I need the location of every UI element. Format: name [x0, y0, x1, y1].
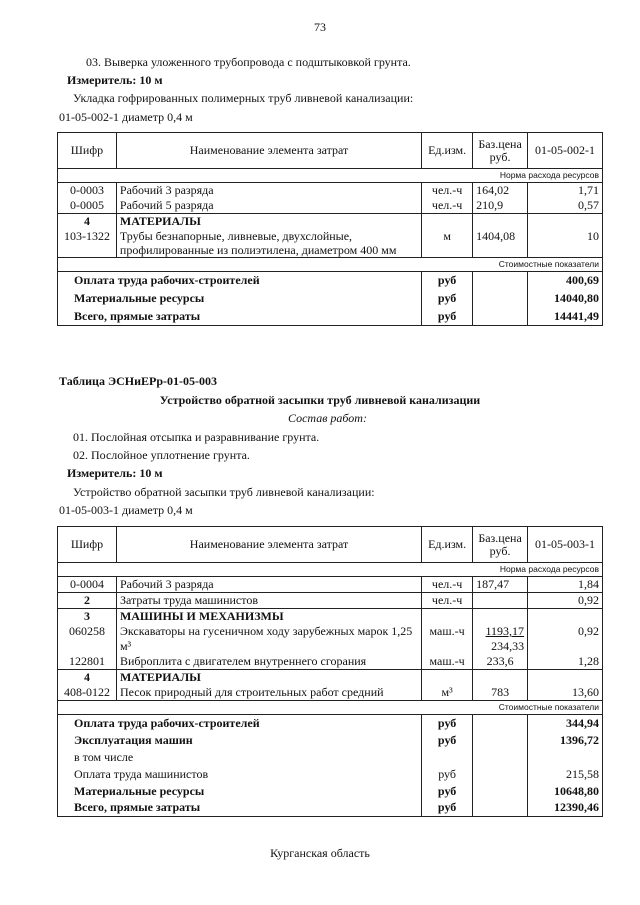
norm-table-1: [57, 132, 603, 326]
header-name: Наименование элемента затрат: [116, 527, 421, 563]
description: Укладка гофрированных полимерных труб ливневой канализации:: [73, 91, 414, 105]
norm-label: Норма расхода ресурсов: [58, 169, 603, 183]
table-row: 122801 Виброплита с двигателем внутреннего сгорания маш.-ч 233,6 1,28: [58, 654, 603, 670]
meter-label: Измеритель: 10 м: [67, 73, 163, 87]
table-row: 408-0122 Песок природный для строительных работ средний м³ 783 13,60: [58, 685, 603, 701]
total-row: Всего, прямые затраты руб 14441,49: [58, 308, 603, 326]
header-norm: 01-05-003-1: [528, 527, 603, 563]
header-price: Баз.цена руб.: [473, 527, 528, 563]
table-row: 0-0004 Рабочий 3 разряда чел.-ч 187,47 1,84: [58, 577, 603, 593]
total-row: Всего, прямые затраты руб 12390,46: [58, 800, 603, 817]
page-number: 73: [314, 20, 326, 34]
price-primary: 1193,17: [485, 624, 525, 638]
table-row: 103-1322 Трубы безнапорные, ливневые, двухслойные, профилированные из полиэтилена, диаметром 400 мм м 1404,08 10: [58, 229, 603, 258]
header-unit: Ед.изм.: [422, 527, 473, 563]
total-row: Оплата труда машинистов руб 215,58: [58, 766, 603, 783]
section-subtitle: Состав работ:: [288, 411, 367, 425]
table-row: 4 МАТЕРИАЛЫ: [58, 670, 603, 686]
total-row: Оплата труда рабочих-строителей руб 344,94: [58, 715, 603, 732]
total-row: Оплата труда рабочих-строителей руб 400,69: [58, 272, 603, 290]
table-row: 3 МАШИНЫ И МЕХАНИЗМЫ: [58, 609, 603, 625]
header-unit: Ед.изм.: [422, 133, 473, 169]
table-row: 4 МАТЕРИАЛЫ: [58, 214, 603, 230]
work-item: 01. Послойная отсыпка и разравнивание грунта.: [73, 430, 320, 444]
norm-label: Норма расхода ресурсов: [58, 563, 603, 577]
header-price: Баз.цена руб.: [473, 133, 528, 169]
meter-label: Измеритель: 10 м: [67, 466, 163, 480]
table-id: Таблица ЭСНиЕРр-01-05-003: [59, 374, 218, 388]
description: Устройство обратной засыпки труб ливневой канализации:: [73, 485, 375, 499]
table-row: 2 Затраты труда машинистов чел.-ч 0,92: [58, 593, 603, 609]
cost-label: Стоимостные показатели: [58, 701, 603, 715]
table-row: 060258 Экскаваторы на гусеничном ходу зарубежных марок 1,25 м³ маш.-ч 1193,17 234,33 0,92: [58, 624, 603, 654]
total-row: в том числе: [58, 749, 603, 766]
table-row: 0-0003 Рабочий 3 разряда чел.-ч 164,02 1,71: [58, 183, 603, 199]
work-item: 03. Выверка уложенного трубопровода с подштыковкой грунта.: [86, 55, 411, 69]
work-item: 02. Послойное уплотнение грунта.: [73, 448, 250, 462]
section-title: Устройство обратной засыпки труб ливневой канализации: [159, 393, 481, 407]
footer-region: Курганская область: [270, 846, 370, 860]
header-code: Шифр: [58, 527, 117, 563]
header-name: Наименование элемента затрат: [116, 133, 421, 169]
variant-label: 01-05-003-1 диаметр 0,4 м: [59, 503, 193, 517]
header-code: Шифр: [58, 133, 117, 169]
table-row: 0-0005 Рабочий 5 разряда чел.-ч 210,9 0,57: [58, 198, 603, 214]
price-secondary: 234,33: [491, 639, 525, 653]
total-row: Эксплуатация машин руб 1396,72: [58, 732, 603, 749]
variant-label: 01-05-002-1 диаметр 0,4 м: [59, 110, 193, 124]
cost-label: Стоимостные показатели: [58, 258, 603, 272]
total-row: Материальные ресурсы руб 10648,80: [58, 783, 603, 800]
header-norm: 01-05-002-1: [528, 133, 603, 169]
norm-table-2: [57, 526, 603, 817]
total-row: Материальные ресурсы руб 14040,80: [58, 290, 603, 308]
